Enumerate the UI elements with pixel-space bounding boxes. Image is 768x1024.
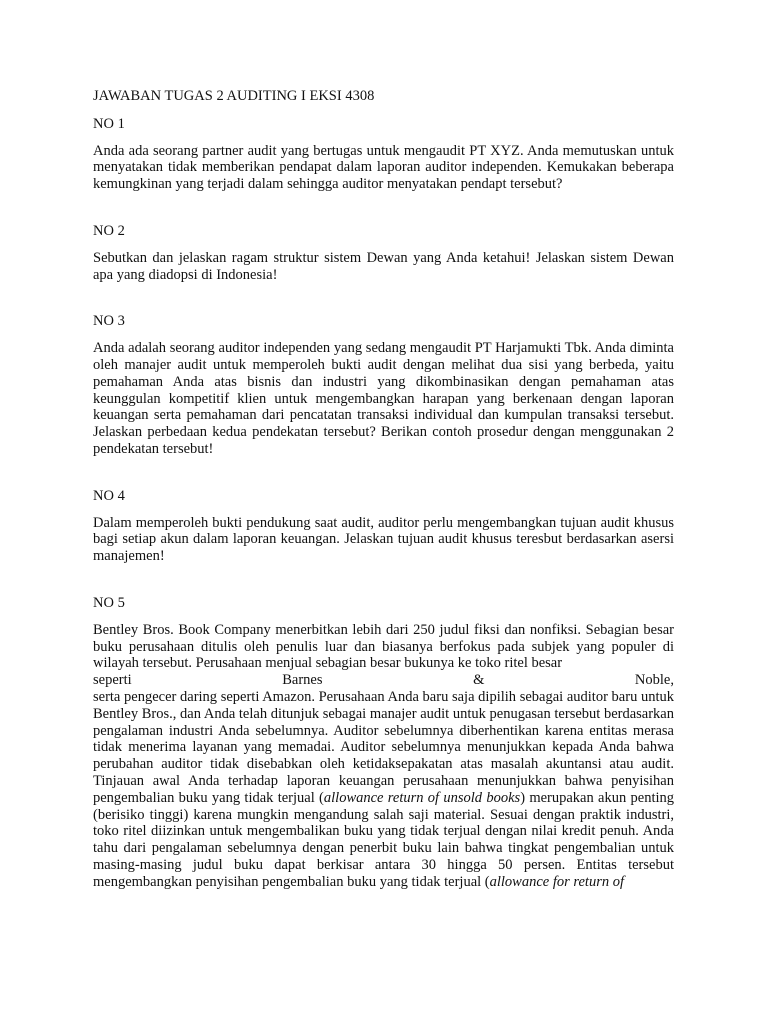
question-text-1: Anda ada seorang partner audit yang bertugas untuk mengaudit PT XYZ. Anda memutuskan untuk menyatakan tidak memberikan pendapat dalam laporan auditor independen. Kemukakan beberapa kemungkinan yang terjadi dalam sehingga auditor menyatakan pendapt tersebut? (93, 142, 674, 193)
question-5-part-3: ) merupakan akun penting (berisiko tinggi) karena mungkin mengandung salah saji material. Sesuai dengan praktik industri, toko ritel diizinkan untuk mengembalikan buku yang tidak terjual dengan nilai kredit penuh. Anda tahu dari pengalaman sebelumnya dengan penerbit buku lain bahwa tingkat pengembalian untuk masing-masing judul buku dapat berkisar antara 30 hingga 50 persen. Entitas tersebut mengembangkan penyisihan pengembalian buku yang tidak terjual ( (93, 789, 675, 890)
question-text-2: Sebutkan dan jelaskan ragam struktur sistem Dewan yang Anda ketahui! Jelaskan sistem Dewan apa yang diadopsi di Indonesia! (93, 249, 674, 283)
question-5-spread-line: seperti Barnes & Noble, (93, 672, 674, 689)
question-5-part-1: Bentley Bros. Book Company menerbitkan lebih dari 250 judul fiksi dan nonfiksi. Sebagian besar buku perusahaan ditulis oleh penulis luar dan biasanya berfokus pada subjek yang populer di wilayah tersebut. Perusahaan menjual sebagian besar bukunya ke toko ritel besar (93, 621, 674, 672)
question-number-1: NO 1 (93, 115, 125, 132)
question-number-4: NO 4 (93, 487, 125, 504)
question-number-5: NO 5 (93, 594, 125, 611)
spacer (93, 458, 674, 488)
question-number-2: NO 2 (93, 222, 125, 239)
question-5-part-2: serta pengecer daring seperti Amazon. Perusahaan Anda baru saja dipilih sebagai auditor baru untuk Bentley Bros., dan Anda telah ditunjuk sebagai manajer audit untuk penugasan tersebut berdasarkan pengalaman industri Anda sebelumnya. Auditor sebelumnya diberhentikan karena entitas merasa tidak menerima layanan yang memadai. Auditor sebelumnya menunjukkan kepada Anda bahwa perubahan auditor tidak disebabkan oleh ketidaksepakatan atas masalah akuntansi atau audit. Tinjauan awal Anda terhadap laporan keuangan perusahaan menunjukkan bahwa penyisihan pengembalian buku yang tidak terjual ( (93, 688, 674, 806)
document-title: JAWABAN TUGAS 2 AUDITING I EKSI 4308 (93, 88, 375, 104)
document-content (93, 88, 674, 890)
spacer (93, 565, 674, 595)
question-5-italic-term-2: allowance for return of (489, 873, 625, 890)
question-text-5 (93, 622, 674, 891)
spacer (93, 193, 674, 223)
question-text-4: Dalam memperoleh bukti pendukung saat audit, auditor perlu mengembangkan tujuan audit khusus bagi setiap akun dalam laporan keuangan. Jelaskan tujuan audit khusus teresbut berdasarkan asersi manajemen! (93, 514, 674, 565)
question-number-3: NO 3 (93, 313, 125, 330)
question-5-italic-term-1: allowance return of unsold books (323, 789, 521, 806)
spacer (93, 283, 674, 313)
question-text-3: Anda adalah seorang auditor independen yang sedang mengaudit PT Harjamukti Tbk. Anda diminta oleh manajer audit untuk memperoleh bukti audit dengan melihat dua sisi yang berbeda, yaitu pemahaman Anda atas bisnis dan industri yang dikombinasikan dengan pemahaman atas keunggulan kompetitif klien untuk mengembangkan harapan yang berkenaan dengan laporan keuangan serta pemahaman dari pencatatan transaksi individual dan kumpulan transaksi tersebut. Jelaskan perbedaan kedua pendekatan tersebut? Berikan contoh prosedur dengan menggunakan 2 pendekatan tersebut! (93, 340, 674, 457)
